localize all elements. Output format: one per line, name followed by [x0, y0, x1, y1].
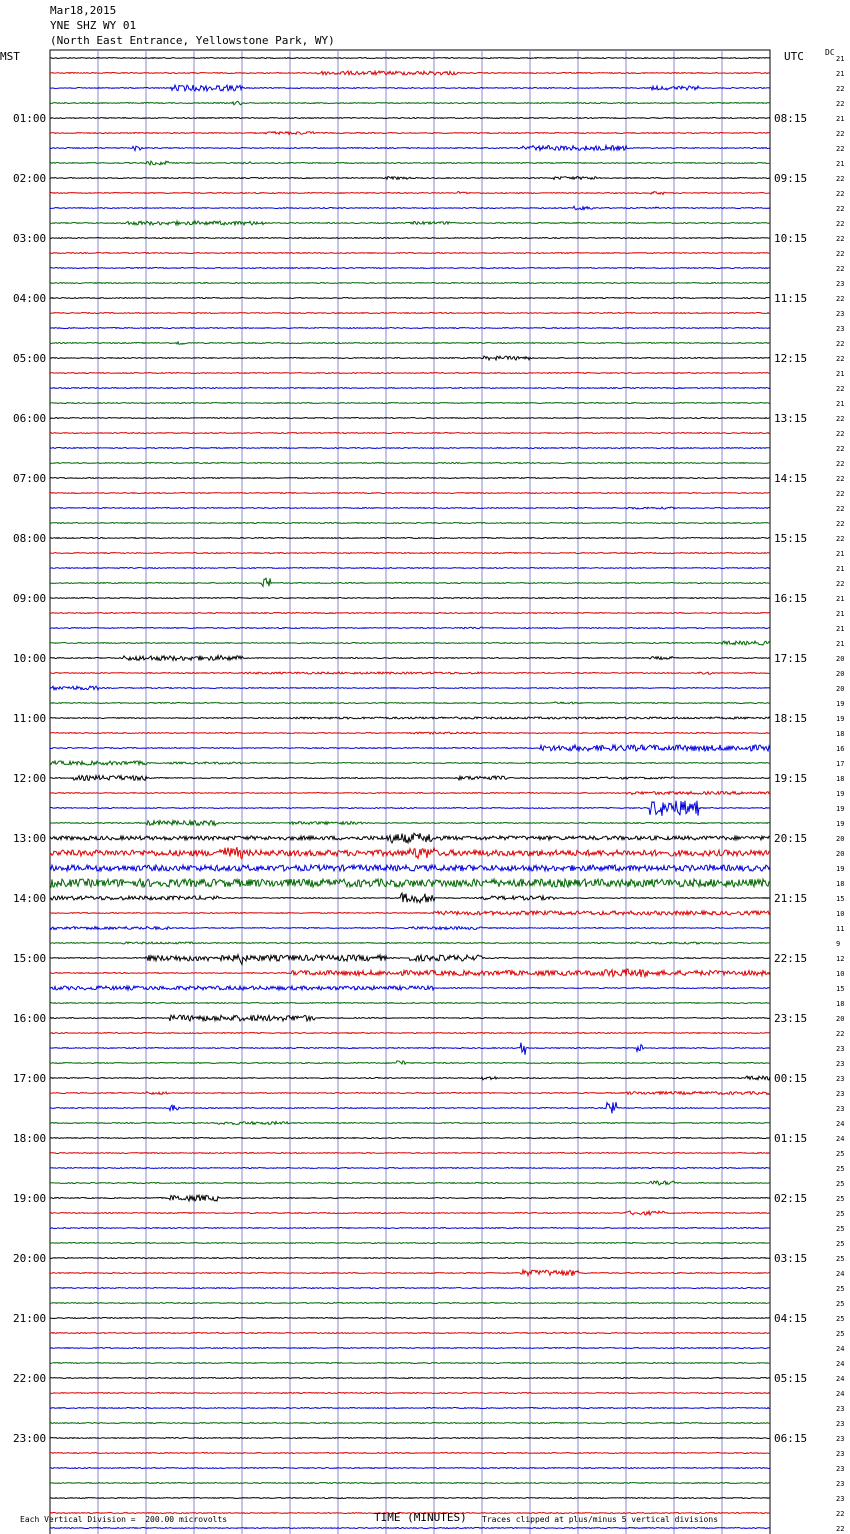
trace-line	[50, 568, 770, 569]
trace-line	[50, 403, 770, 404]
trace-line	[50, 1483, 770, 1484]
trace-line	[50, 1258, 770, 1259]
dc-offset-label: 20	[836, 1015, 845, 1023]
trace-line	[50, 1033, 770, 1034]
dc-offset-label: 22	[836, 1525, 845, 1533]
dc-offset-label: 23	[836, 1435, 845, 1443]
trace-line	[50, 761, 770, 765]
plot-frame	[50, 50, 770, 1534]
utc-hour-label: 09:15	[774, 172, 808, 185]
dc-offset-label: 16	[836, 745, 845, 753]
dc-offset-label: 23	[836, 325, 845, 333]
mst-hour-label: 15:00	[13, 952, 47, 965]
utc-hour-label: 17:15	[774, 652, 808, 665]
dc-offset-label: 23	[836, 1480, 845, 1488]
trace-line	[50, 493, 770, 494]
trace-line	[50, 1423, 770, 1424]
mst-hour-label: 06:00	[13, 412, 47, 425]
utc-hour-label: 06:15	[774, 1432, 808, 1445]
trace-line	[50, 388, 770, 389]
dc-offset-label: 22	[836, 145, 845, 153]
trace-line	[50, 745, 770, 751]
dc-offset-label: 22	[836, 205, 845, 213]
mst-hour-label: 10:00	[13, 652, 47, 665]
dc-offset-label: 11	[836, 925, 845, 933]
dc-offset-label: 17	[836, 760, 845, 768]
trace-line	[50, 268, 770, 269]
utc-hour-label: 04:15	[774, 1312, 808, 1325]
dc-offset-label: 23	[836, 310, 845, 318]
mst-hour-label: 02:00	[13, 172, 47, 185]
dc-offset-label: 22	[836, 430, 845, 438]
utc-hour-label: 18:15	[774, 712, 808, 725]
trace-line	[50, 1363, 770, 1364]
trace-line	[50, 578, 770, 586]
trace-line	[50, 969, 770, 977]
trace-line	[50, 717, 770, 719]
trace-line	[50, 942, 770, 944]
dc-offset-label: 21	[836, 160, 845, 168]
dc-offset-label: 19	[836, 790, 845, 798]
trace-line	[50, 893, 770, 903]
dc-offset-label: 24	[836, 1375, 845, 1383]
trace-line	[50, 1393, 770, 1394]
trace-line	[50, 613, 770, 614]
dc-offset-label: 22	[836, 520, 845, 528]
dc-offset-label: 21	[836, 55, 845, 63]
dc-offset-label: 24	[836, 1120, 845, 1128]
trace-line	[50, 132, 770, 135]
dc-offset-label: 15	[836, 895, 845, 903]
trace-line	[50, 833, 770, 843]
dc-label: DC	[825, 48, 835, 57]
trace-line	[50, 911, 770, 915]
dc-offset-label: 18	[836, 1000, 845, 1008]
mst-hour-label: 13:00	[13, 832, 47, 845]
utc-hour-label: 03:15	[774, 1252, 808, 1265]
mst-hour-label: 11:00	[13, 712, 47, 725]
dc-offset-label: 21	[836, 625, 845, 633]
trace-line	[50, 1288, 770, 1289]
dc-offset-label: 22	[836, 235, 845, 243]
dc-offset-label: 23	[836, 1060, 845, 1068]
dc-offset-label: 22	[836, 175, 845, 183]
trace-line	[50, 1061, 770, 1064]
trace-line	[50, 1003, 770, 1004]
mst-hour-label: 23:00	[13, 1432, 47, 1445]
dc-offset-label: 20	[836, 685, 845, 693]
trace-line	[50, 1468, 770, 1469]
dc-offset-label: 20	[836, 670, 845, 678]
mst-hour-label: 04:00	[13, 292, 47, 305]
utc-hour-label: 15:15	[774, 532, 808, 545]
trace-line	[50, 1270, 770, 1276]
trace-line	[50, 177, 770, 180]
trace-line	[50, 801, 770, 816]
mst-axis-label: MST	[0, 50, 20, 63]
dc-offset-label: 25	[836, 1300, 845, 1308]
dc-offset-label: 19	[836, 820, 845, 828]
trace-line	[50, 58, 770, 59]
dc-offset-label: 20	[836, 835, 845, 843]
utc-hour-label: 10:15	[774, 232, 808, 245]
dc-offset-label: 21	[836, 115, 845, 123]
trace-line	[50, 238, 770, 239]
dc-offset-label: 22	[836, 475, 845, 483]
trace-line	[50, 656, 770, 661]
dc-offset-label: 25	[836, 1240, 845, 1248]
dc-offset-label: 18	[836, 730, 845, 738]
trace-line	[50, 1092, 770, 1095]
mst-hour-label: 20:00	[13, 1252, 47, 1265]
dc-offset-label: 23	[836, 1420, 845, 1428]
trace-line	[50, 955, 770, 965]
header-location: (North East Entrance, Yellowstone Park, WY)	[50, 34, 335, 47]
trace-line	[50, 101, 770, 104]
trace-line	[50, 1122, 770, 1125]
dc-offset-label: 25	[836, 1285, 845, 1293]
dc-offset-label: 25	[836, 1330, 845, 1338]
trace-line	[50, 418, 770, 419]
utc-hour-label: 23:15	[774, 1012, 808, 1025]
dc-offset-label: 19	[836, 700, 845, 708]
dc-offset-label: 25	[836, 1210, 845, 1218]
dc-offset-label: 22	[836, 1510, 845, 1518]
dc-offset-label: 22	[836, 1030, 845, 1038]
trace-line	[50, 463, 770, 464]
dc-offset-label: 24	[836, 1360, 845, 1368]
utc-hour-label: 22:15	[774, 952, 808, 965]
dc-offset-label: 25	[836, 1315, 845, 1323]
dc-offset-label: 12	[836, 955, 845, 963]
mst-hour-label: 08:00	[13, 532, 47, 545]
trace-line	[50, 356, 770, 360]
trace-line	[50, 986, 770, 990]
mst-hour-label: 05:00	[13, 352, 47, 365]
trace-line	[50, 553, 770, 554]
trace-line	[50, 1453, 770, 1454]
utc-hour-label: 11:15	[774, 292, 808, 305]
trace-line	[50, 865, 770, 871]
utc-hour-label: 20:15	[774, 832, 808, 845]
utc-hour-label: 14:15	[774, 472, 808, 485]
trace-line	[50, 1168, 770, 1169]
trace-line	[50, 433, 770, 434]
utc-hour-label: 16:15	[774, 592, 808, 605]
trace-line	[50, 1528, 770, 1529]
dc-offset-label: 21	[836, 610, 845, 618]
trace-line	[50, 478, 770, 479]
dc-offset-label: 23	[836, 1090, 845, 1098]
dc-offset-label: 22	[836, 250, 845, 258]
dc-offset-label: 21	[836, 400, 845, 408]
trace-line	[50, 821, 770, 826]
trace-line	[50, 672, 770, 674]
trace-line	[50, 1181, 770, 1185]
trace-line	[50, 1378, 770, 1379]
trace-line	[50, 313, 770, 314]
mst-hour-label: 03:00	[13, 232, 47, 245]
trace-line	[50, 71, 770, 75]
dc-offset-label: 21	[836, 595, 845, 603]
dc-offset-label: 20	[836, 850, 845, 858]
dc-offset-label: 23	[836, 1495, 845, 1503]
trace-line	[50, 85, 770, 91]
header-station: YNE SHZ WY 01	[50, 19, 137, 32]
dc-offset-label: 21	[836, 640, 845, 648]
trace-line	[50, 373, 770, 374]
trace-line	[50, 1228, 770, 1229]
dc-offset-label: 22	[836, 190, 845, 198]
dc-offset-label: 9	[836, 940, 841, 948]
dc-offset-label: 19	[836, 715, 845, 723]
utc-hour-label: 00:15	[774, 1072, 808, 1085]
dc-offset-label: 25	[836, 1165, 845, 1173]
mst-hour-label: 14:00	[13, 892, 47, 905]
dc-offset-label: 18	[836, 775, 845, 783]
dc-offset-label: 10	[836, 970, 845, 978]
utc-hour-label: 19:15	[774, 772, 808, 785]
mst-hour-label: 17:00	[13, 1072, 47, 1085]
trace-line	[50, 1243, 770, 1244]
utc-axis-label: UTC	[784, 50, 804, 63]
trace-line	[50, 792, 770, 795]
trace-line	[50, 686, 770, 690]
clip-note: Traces clipped at plus/minus 5 vertical divisions	[482, 1515, 719, 1524]
mst-hour-label: 12:00	[13, 772, 47, 785]
trace-line	[50, 1498, 770, 1499]
dc-offset-label: 23	[836, 1405, 845, 1413]
trace-line	[50, 1153, 770, 1154]
trace-line	[50, 192, 770, 195]
mst-hour-label: 09:00	[13, 592, 47, 605]
dc-offset-label: 23	[836, 1045, 845, 1053]
mst-hour-label: 01:00	[13, 112, 47, 125]
dc-offset-label: 23	[836, 1465, 845, 1473]
dc-offset-label: 24	[836, 1135, 845, 1143]
trace-line	[50, 879, 770, 887]
dc-offset-label: 22	[836, 100, 845, 108]
utc-hour-label: 12:15	[774, 352, 808, 365]
trace-line	[50, 627, 770, 629]
trace-line	[50, 342, 770, 344]
dc-offset-label: 21	[836, 370, 845, 378]
dc-offset-label: 22	[836, 445, 845, 453]
trace-line	[50, 283, 770, 284]
trace-line	[50, 1195, 770, 1201]
dc-offset-label: 21	[836, 565, 845, 573]
dc-offset-label: 22	[836, 340, 845, 348]
dc-offset-label: 18	[836, 880, 845, 888]
trace-line	[50, 448, 770, 449]
dc-offset-label: 24	[836, 1345, 845, 1353]
dc-offset-label: 22	[836, 580, 845, 588]
dc-offset-label: 25	[836, 1255, 845, 1263]
dc-offset-label: 22	[836, 130, 845, 138]
dc-offset-label: 22	[836, 490, 845, 498]
utc-hour-label: 01:15	[774, 1132, 808, 1145]
dc-offset-label: 22	[836, 460, 845, 468]
trace-line	[50, 298, 770, 299]
dc-offset-label: 25	[836, 1180, 845, 1188]
dc-offset-label: 10	[836, 910, 845, 918]
trace-line	[50, 702, 770, 704]
trace-line	[50, 1138, 770, 1139]
trace-line	[50, 641, 770, 645]
mst-hour-label: 16:00	[13, 1012, 47, 1025]
dc-offset-label: 22	[836, 295, 845, 303]
trace-line	[50, 1408, 770, 1409]
dc-offset-label: 23	[836, 1450, 845, 1458]
dc-offset-label: 23	[836, 1105, 845, 1113]
dc-offset-label: 24	[836, 1390, 845, 1398]
trace-line	[50, 221, 770, 225]
trace-line	[50, 538, 770, 539]
trace-line	[50, 1318, 770, 1319]
mst-hour-label: 18:00	[13, 1132, 47, 1145]
utc-hour-label: 05:15	[774, 1372, 808, 1385]
trace-line	[50, 507, 770, 509]
trace-line	[50, 523, 770, 524]
trace-line	[50, 1102, 770, 1113]
dc-offset-label: 25	[836, 1225, 845, 1233]
mst-hour-label: 19:00	[13, 1192, 47, 1205]
trace-line	[50, 927, 770, 930]
trace-line	[50, 161, 770, 165]
dc-offset-label: 22	[836, 265, 845, 273]
dc-offset-label: 22	[836, 535, 845, 543]
dc-offset-label: 22	[836, 415, 845, 423]
trace-line	[50, 1076, 770, 1080]
dc-offset-label: 15	[836, 985, 845, 993]
utc-hour-label: 13:15	[774, 412, 808, 425]
trace-line	[50, 328, 770, 329]
mst-hour-label: 07:00	[13, 472, 47, 485]
header-date: Mar18,2015	[50, 4, 117, 17]
dc-offset-label: 24	[836, 1270, 845, 1278]
utc-hour-label: 08:15	[774, 112, 808, 125]
dc-offset-label: 21	[836, 70, 845, 78]
trace-line	[50, 1303, 770, 1304]
trace-line	[50, 253, 770, 254]
trace-line	[50, 1015, 770, 1021]
trace-line	[50, 1211, 770, 1215]
trace-line	[50, 146, 770, 151]
dc-offset-label: 23	[836, 1075, 845, 1083]
trace-line	[50, 206, 770, 209]
dc-offset-label: 23	[836, 280, 845, 288]
trace-line	[50, 1333, 770, 1334]
dc-offset-label: 22	[836, 505, 845, 513]
dc-offset-label: 22	[836, 85, 845, 93]
trace-line	[50, 847, 770, 859]
dc-offset-label: 19	[836, 805, 845, 813]
dc-offset-label: 22	[836, 220, 845, 228]
dc-offset-label: 19	[836, 865, 845, 873]
trace-line	[50, 776, 770, 781]
utc-hour-label: 21:15	[774, 892, 808, 905]
trace-line	[50, 732, 770, 734]
mst-hour-label: 21:00	[13, 1312, 47, 1325]
dc-offset-label: 25	[836, 1195, 845, 1203]
dc-offset-label: 20	[836, 655, 845, 663]
trace-line	[50, 1348, 770, 1349]
dc-offset-label: 22	[836, 385, 845, 393]
trace-line	[50, 598, 770, 599]
mst-hour-label: 22:00	[13, 1372, 47, 1385]
dc-offset-label: 22	[836, 355, 845, 363]
trace-line	[50, 118, 770, 119]
dc-offset-label: 25	[836, 1150, 845, 1158]
dc-offset-label: 21	[836, 550, 845, 558]
x-axis-title: TIME (MINUTES)	[374, 1511, 467, 1524]
trace-line	[50, 1043, 770, 1055]
utc-hour-label: 02:15	[774, 1192, 808, 1205]
scale-note: Each Vertical Division = 200.00 microvolts	[20, 1515, 228, 1524]
trace-line	[50, 1438, 770, 1439]
